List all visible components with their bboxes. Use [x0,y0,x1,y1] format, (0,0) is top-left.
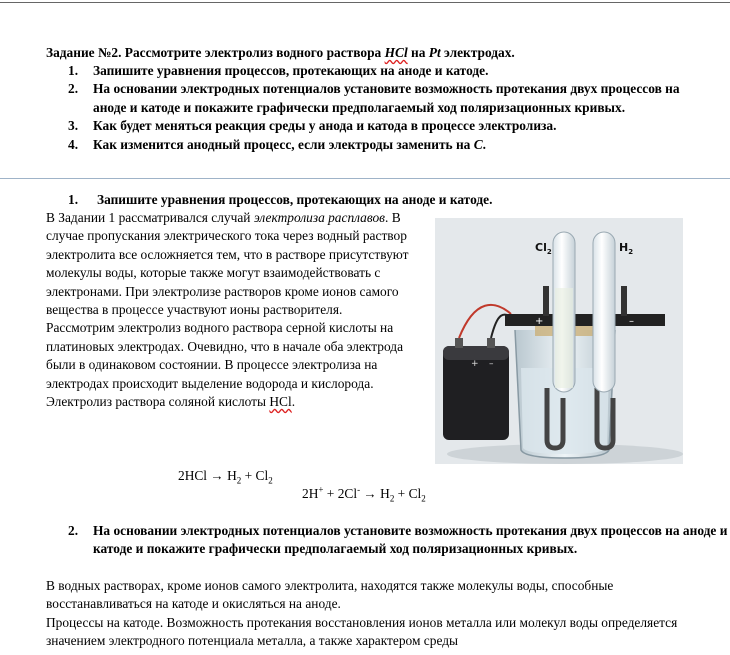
electrolysis-photo [435,218,683,464]
label-minus: – [629,316,634,327]
section1-paragraph-2: Рассмотрим электролиз водного раствора серной кислоты на платиновых электродах. Очевидно, что в начале оба электрода были в одинаковом состоянии. В процессе электролиза на электродах происходит выделение водорода и кислорода. [46,320,404,391]
label-h2: $H_2$ [619,241,634,256]
section1-heading: 1. Запишите уравнения процессов, протекающих на аноде и катоде. [68,192,493,207]
top-divider [0,2,730,3]
battery [443,338,509,440]
section2-text [46,577,710,651]
section1-text [46,209,426,411]
section1-paragraph-1: В Задании 1 рассматривался случай электролиза расплавов. В случае пропускания электрического тока через водный раствор электролита все осложняется тем, что в растворе присутствуют молекулы воды, которые также могут взаимодействовать с электронами. При электролизе растворов кроме ионов самого вещества в процессе участвуют ионы растворителя. [46,210,409,318]
task-item-4: 4. Как изменится анодный процесс, если электроды заменить на С. [68,136,487,152]
task-item-3: 3. Как будет меняться реакция среды у анода и катода в процессе электролиза. [68,118,557,134]
label-cl2: $Cl_2$ [535,241,552,256]
section1-paragraph-3: Электролиз раствора соляной кислоты HCl. [46,394,296,410]
task-item-1: 1. Запишите уравнения процессов, протекающих на аноде и катоде. [68,63,489,78]
section-divider [0,178,730,179]
task-title: Задание №2. Рассмотрите электролиз водного раствора HCl на Pt электродах. [46,45,515,60]
task-item-2: 2. На основании электродных потенциалов установите возможность протекания двух процессов на аноде и катоде и покажите графически предполагаемый ход поляризационных кривых. [68,81,680,115]
equation-1: $2HCl \to H_2 + Cl_2$ [178,468,273,486]
equation-2: $2H^+ + 2Cl^- \to H_2 + Cl_2$ [302,484,426,504]
section2-heading: 2. На основании электродных потенциалов установите возможность протекания двух процессов на аноде и катоде и покажите графически предполагаемый ход поляризационных кривых. [68,523,728,557]
title-pt: Pt [428,45,441,60]
section2-paragraph-1: В водных растворах, кроме ионов самого электролита, находятся также молекулы воды, способные восстанавливаться на катоде и окисляться на аноде. [46,578,614,612]
battery-terminal-text: + [471,359,479,369]
section2-paragraph-2: Процессы на катоде. Возможность протекания восстановления ионов металла или молекул воды определяется значением электродного потенциала металла, а также характером среды [46,614,678,649]
label-plus: + [535,316,544,327]
task-list [68,62,708,154]
svg-text:–: – [489,359,494,369]
title-hcl: HCl [384,45,408,60]
